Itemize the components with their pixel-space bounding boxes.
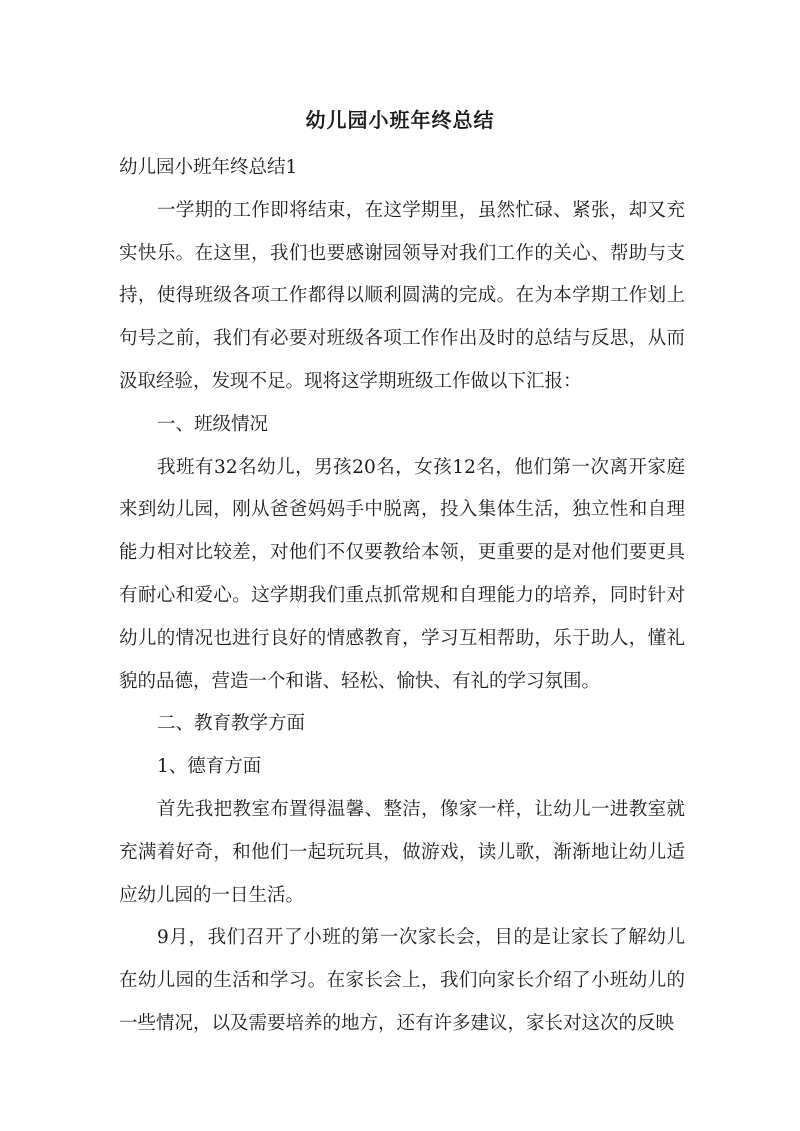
document-body bbox=[119, 147, 685, 1046]
paragraph: 一学期的工作即将结束，在这学期里，虽然忙碌、紧张，却又充实快乐。在这里，我们也要感谢园领导对我们工作的关心、帮助与支持，使得班级各项工作都得以顺利圆满的完成。在为本学期工作划上句号之前，我们有必要对班级各项工作作出及时的总结与反思，从而汲取经验，发现不足。现将这学期班级工作做以下汇报： bbox=[119, 199, 685, 392]
paragraph: 我班有32名幼儿，男孩20名，女孩12名，他们第一次离开家庭来到幼儿园，刚从爸爸妈妈手中脱离，投入集体生活，独立性和自理能力相对比较差，对他们不仅要教给本领，更重要的是对他们要更具有耐心和爱心。这学期我们重点抓常规和自理能力的培养，同时针对幼儿的情况也进行良好的情感教育，学习互相帮助，乐于助人，懂礼貌的品德，营造一个和谐、轻松、愉快、有礼的学习氛围。 bbox=[119, 456, 685, 692]
paragraph: 9月，我们召开了小班的第一次家长会，目的是让家长了解幼儿在幼儿园的生活和学习。在家长会上，我们向家长介绍了小班幼儿的一些情况，以及需要培养的地方，还有许多建议，家长对这次的反映 bbox=[119, 927, 685, 1034]
paragraph: 幼儿园小班年终总结1 bbox=[119, 157, 298, 178]
paragraph: 1、德育方面 bbox=[157, 756, 262, 778]
paragraph: 首先我把教室布置得温馨、整洁，像家一样，让幼儿一进教室就充满着好奇，和他们一起玩玩具，做游戏，读儿歌，渐渐地让幼儿适应幼儿园的一日生活。 bbox=[119, 798, 685, 906]
paragraph: 二、教育教学方面 bbox=[157, 713, 306, 735]
paragraph: 一、班级情况 bbox=[157, 413, 269, 435]
document-title: 幼儿园小班年终总结 bbox=[305, 108, 495, 132]
